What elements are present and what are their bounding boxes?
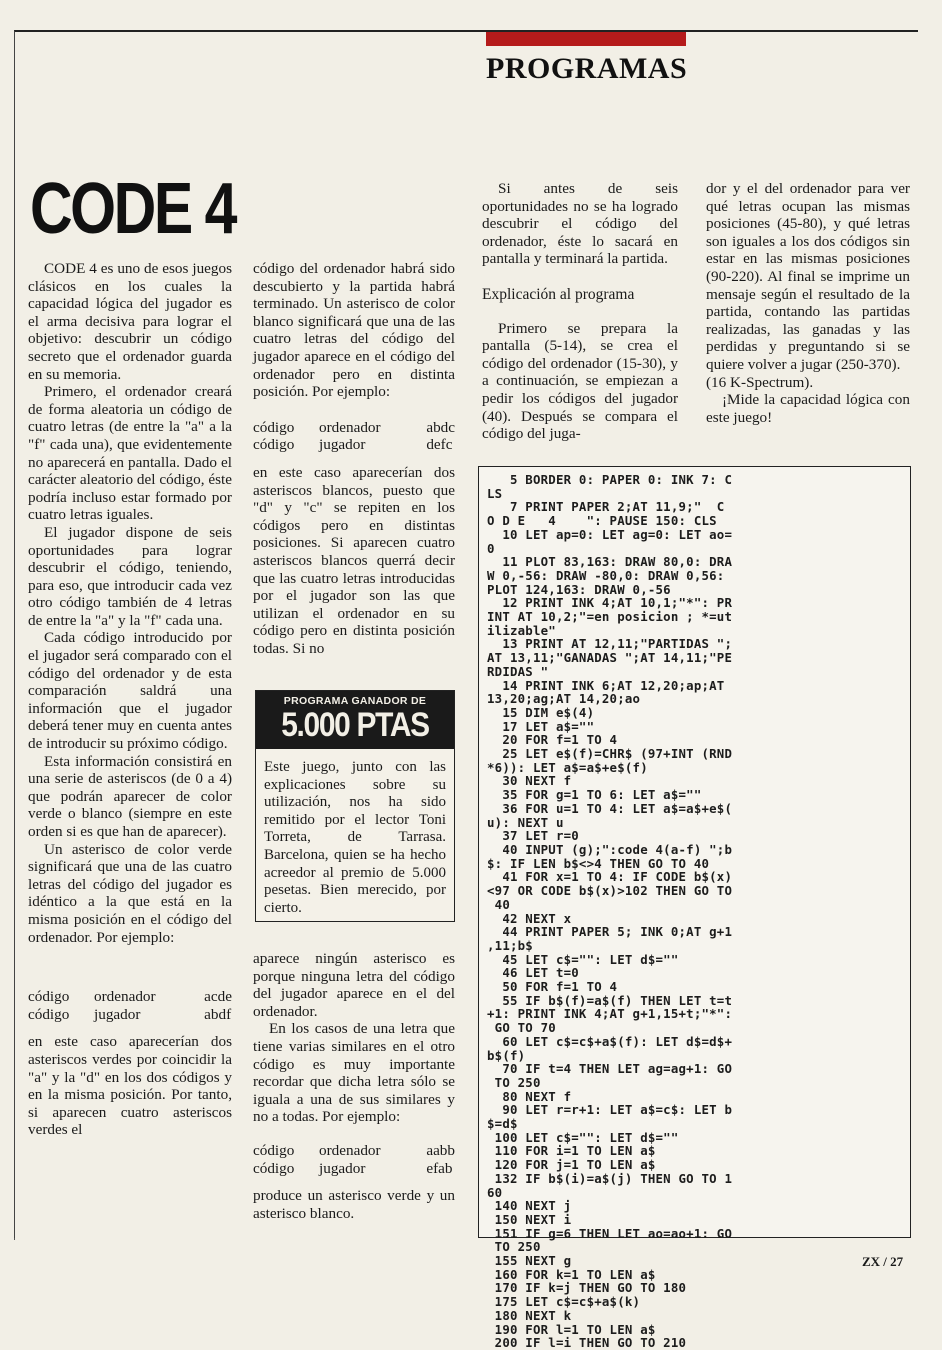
paragraph: Primero se prepara la pantalla (5-14), se crea el código del ordenador (15-30), y a continuación, se empiezan a pedir los códigos del jugador (40). Después se compara el código del juga- bbox=[482, 319, 678, 443]
listing-line: 55 IF b$(f)=a$(f) THEN LET t=t bbox=[487, 992, 733, 1008]
listing-line: 10 LET ap=0: LET ag=0: LET ao= bbox=[487, 526, 733, 542]
listing-line: 12 PRINT INK 4;AT 10,1;"*": PR bbox=[487, 595, 733, 611]
listing-line: TO 250 bbox=[487, 1239, 541, 1255]
example-cell: abdf bbox=[204, 1005, 232, 1023]
article-title: CODE 4 bbox=[30, 169, 236, 249]
listing-line: +1: PRINT INK 4;AT g+1,15+t;"*": bbox=[487, 1006, 733, 1022]
paragraph: En los casos de una letra que tiene varias similares en el otro código es muy importante recordar que dicha letra sólo se iguala a una de sus similares y no a todas. Por ejemplo: bbox=[253, 1020, 455, 1126]
listing-line: ,11;b$ bbox=[487, 937, 533, 954]
example-cell: abdc bbox=[426, 418, 455, 436]
example-cell: código bbox=[253, 436, 295, 454]
paragraph: Si antes de seis oportunidades no se ha logrado descubrir el código del ordenador, éste lo sacará en pantalla y terminará la partida. bbox=[482, 180, 678, 268]
paragraph: Cada código introducido por el jugador será comparado con el código del ordenador y de esta comparación saldrá una información que el jugador deberá tener muy en cuenta antes de introducir su próximo código. bbox=[28, 629, 232, 753]
listing-line: TO 250 bbox=[487, 1074, 541, 1091]
listing-line: 155 NEXT g bbox=[487, 1252, 572, 1269]
listing-line: 200 IF l=i THEN GO TO 210 bbox=[487, 1335, 687, 1350]
listing-line: 151 IF g=6 THEN LET ao=ao+1: GO bbox=[487, 1225, 733, 1241]
listing-line: 60 bbox=[487, 1184, 503, 1200]
listing-line: $: IF LEN b$<>4 THEN GO TO 40 bbox=[487, 855, 710, 871]
listing-line: 14 PRINT INK 6;AT 12,20;ap;AT bbox=[487, 677, 725, 693]
prize-label: PROGRAMA GANADOR DE bbox=[283, 695, 427, 707]
subheading: Explicación al programa bbox=[482, 285, 635, 303]
listing-line: 160 FOR k=1 TO LEN a$ bbox=[487, 1266, 656, 1282]
listing-line: 70 IF t=4 THEN LET ag=ag+1: GO bbox=[487, 1061, 733, 1077]
example-cell: defc bbox=[426, 436, 453, 454]
listing-line: 45 LET c$="": LET d$="" bbox=[487, 951, 679, 967]
example-cell: ordenador bbox=[319, 418, 381, 436]
listing-line: $=d$ bbox=[487, 1115, 518, 1132]
article-column-2 bbox=[253, 260, 455, 657]
listing-line: *6)): LET a$=a$+e$(f) bbox=[487, 759, 648, 775]
listing-line: 100 LET c$="": LET d$="" bbox=[487, 1129, 679, 1145]
prize-header bbox=[256, 691, 454, 749]
listing-line: 170 IF k=j THEN GO TO 180 bbox=[487, 1280, 687, 1296]
example-cell: jugador bbox=[319, 436, 366, 454]
listing-line: LS bbox=[487, 485, 503, 501]
paragraph: dor y el del ordenador para ver qué letras ocupan las mismas posiciones (45-80), y qué letras son iguales a los dos códigos sin estar en las mismas posiciones (90-220). Al final se imprime un mensaje según el resultado de la partida, contando las partidas realizadas, las ganadas y las perdidas y preguntando si se quiere volver a jugar (250-370). bbox=[706, 180, 910, 373]
listing-line: 15 DIM e$(4) bbox=[487, 704, 595, 721]
listing-line: 150 NEXT i bbox=[487, 1211, 572, 1228]
example-cell: código bbox=[28, 1005, 70, 1023]
listing-line: 110 FOR i=1 TO LEN a$ bbox=[487, 1143, 656, 1159]
paragraph: produce un asterisco verde y un asterisco blanco. bbox=[253, 1187, 455, 1222]
listing-line: 60 LET c$=c$+a$(f): LET d$=d$+ bbox=[487, 1033, 733, 1049]
paragraph: Primero, el ordenador creará de forma aleatoria un código de cuatro letras (de entre la "a" a la "f" cada una), que evidentemente no aparecerá en pantalla. Dado el carácter aleatorio del código, éste podría incluso estar formado por cuatro letras iguales. bbox=[28, 383, 232, 524]
listing-line: 80 NEXT f bbox=[487, 1088, 572, 1104]
listing-line: 17 LET a$="" bbox=[487, 718, 595, 734]
example-cell: código bbox=[253, 418, 295, 436]
listing-line: 50 FOR f=1 TO 4 bbox=[487, 978, 618, 995]
article-column-4 bbox=[706, 180, 910, 426]
page-folio: ZX / 27 bbox=[862, 1254, 904, 1269]
listing-line: PLOT 124,163: DRAW 0,-56 bbox=[487, 581, 671, 597]
listing-line: 20 FOR f=1 TO 4 bbox=[487, 732, 618, 748]
listing-line: 44 PRINT PAPER 5; INK 0;AT g+1 bbox=[487, 924, 733, 940]
listing-line: O D E 4 ": PAUSE 150: CLS bbox=[487, 512, 717, 529]
prize-amount: 5.000 PTAS bbox=[281, 706, 429, 744]
article-column-3 bbox=[482, 180, 678, 443]
listing-line: 46 LET t=0 bbox=[487, 965, 579, 981]
listing-line: 140 NEXT j bbox=[487, 1198, 572, 1214]
prize-text: Este juego, junto con las explicaciones sobre su utilización, nos ha sido remitido por el lector Toni Torreta, de Tarrasa. Barcelona, quien se ha hecho acreedor al premio de 5.000 pesetas. Bien merecido, por cierto. bbox=[264, 759, 446, 916]
section-color-bar bbox=[486, 32, 686, 46]
example-cell: efab bbox=[426, 1159, 453, 1177]
listing-line: 36 FOR u=1 TO 4: LET a$=a$+e$( bbox=[487, 800, 733, 817]
listing-line: b$(f) bbox=[487, 1047, 526, 1063]
example-cell: acde bbox=[204, 988, 232, 1006]
listing-line: u): NEXT u bbox=[487, 814, 564, 830]
listing-line: AT 13,11;"GANADAS ";AT 14,11;"PE bbox=[487, 649, 733, 666]
listing-line: 180 NEXT k bbox=[487, 1307, 572, 1324]
listing-line: 42 NEXT x bbox=[487, 910, 572, 926]
listing-line: ilizable" bbox=[487, 622, 556, 638]
listing-line: <97 OR CODE b$(x)>102 THEN GO TO bbox=[487, 882, 733, 899]
example-cell: código bbox=[253, 1141, 295, 1159]
paragraph: El jugador dispone de seis oportunidades para lograr descubrir el código, teniendo, para eso, que introducir cada vez otro código también de 4 letras de entre la "a" y la "f" cada una. bbox=[28, 523, 232, 629]
example-cell: jugador bbox=[319, 1159, 366, 1177]
listing-line: 7 PRINT PAPER 2;AT 11,9;" C bbox=[487, 499, 725, 515]
paragraph: Esta información consistirá en una serie de asteriscos (de 0 a 4) que podrán aparecer de color verde o blanco (siempre en este orden si es que han de aparecer). bbox=[28, 752, 232, 840]
section-title: PROGRAMAS bbox=[486, 52, 688, 85]
listing-line: 13 PRINT AT 12,11;"PARTIDAS "; bbox=[487, 636, 733, 652]
listing-line: 37 LET r=0 bbox=[487, 828, 579, 844]
listing-line: 13,20;ag;AT 14,20;ao bbox=[487, 691, 641, 707]
listing-line: W 0,-56: DRAW -80,0: DRAW 0,56: bbox=[487, 567, 725, 584]
example-cell: jugador bbox=[94, 1005, 141, 1023]
example-cell: ordenador bbox=[319, 1141, 381, 1159]
listing-line: 40 INPUT (g);":code 4(a-f) ";b bbox=[487, 841, 733, 858]
listing-line: GO TO 70 bbox=[487, 1019, 556, 1036]
listing-line: 25 LET e$(f)=CHR$ (97+INT (RND bbox=[487, 745, 733, 762]
article-column-2-lower bbox=[253, 950, 455, 1222]
example-table-1 bbox=[28, 988, 232, 1023]
example-cell: código bbox=[28, 988, 70, 1006]
paragraph: Un asterisco de color verde significará que una de las cuatro letras del código del jugador es idéntico a la que está en la misma posición en el código del ordenador. Por ejemplo: bbox=[28, 840, 232, 946]
paragraph: en este caso aparecerían dos asteriscos blancos, puesto que "d" y "c" se repiten en los códigos pero en distintas posiciones. Si aparecen cuatro asteriscos blancos querrá decir que las cuatro letras introducidas por el jugador son las que utilizan el ordenador en su código pero en distinta posición todas. Si no bbox=[253, 463, 455, 657]
paragraph: en este caso aparecerían dos asteriscos verdes por coincidir la "a" y la "d" en los dos códigos y en la misma posición. Por tanto, si aparecen cuatro asteriscos verdes el bbox=[28, 1033, 232, 1139]
listing-line: INT AT 10,2;"=en posicion ; *=ut bbox=[487, 608, 733, 625]
listing-line: RDIDAS " bbox=[487, 663, 549, 679]
example-cell: ordenador bbox=[94, 988, 156, 1006]
listing-line: 40 bbox=[487, 896, 510, 912]
example-table-3 bbox=[253, 1142, 455, 1177]
listing-line: 175 LET c$=c$+a$(k) bbox=[487, 1294, 641, 1310]
listing-line: 30 NEXT f bbox=[487, 773, 572, 789]
article-column-1 bbox=[28, 260, 232, 1139]
example-cell: código bbox=[253, 1159, 295, 1177]
listing-line: 190 FOR l=1 TO LEN a$ bbox=[487, 1321, 656, 1337]
listing-line: 0 bbox=[487, 540, 495, 556]
paragraph: ¡Mide la capacidad lógica con este juego! bbox=[706, 391, 910, 426]
example-table-2 bbox=[253, 419, 455, 454]
listing-line: 132 IF b$(i)=a$(j) THEN GO TO 1 bbox=[487, 1170, 733, 1187]
listing-line: 90 LET r=r+1: LET a$=c$: LET b bbox=[487, 1102, 733, 1118]
paragraph: aparece ningún asterisco es porque ninguna letra del código del jugador aparece en el del ordenador. bbox=[253, 950, 455, 1020]
example-cell: aabb bbox=[426, 1141, 455, 1159]
listing-line: 41 FOR x=1 TO 4: IF CODE b$(x) bbox=[487, 869, 733, 885]
listing-line: 35 FOR g=1 TO 6: LET a$="" bbox=[487, 787, 702, 803]
paragraph: código del ordenador habrá sido descubierto y la partida habrá terminado. Un asterisco de color blanco significará que una de las cuatro letras del código del jugador aparece en el código del ordenador pero en distinta posición. Por ejemplo: bbox=[253, 260, 455, 401]
listing-line: 11 PLOT 83,163: DRAW 80,0: DRA bbox=[487, 554, 733, 570]
prize-box bbox=[255, 690, 455, 922]
listing-line: 120 FOR j=1 TO LEN a$ bbox=[487, 1156, 656, 1173]
listing-line: 5 BORDER 0: PAPER 0: INK 7: C bbox=[487, 471, 733, 488]
paragraph: (16 K-Spectrum). bbox=[706, 373, 814, 391]
paragraph: CODE 4 es uno de esos juegos clásicos en los cuales la capacidad lógica del jugador es el arma decisiva para lograr el objetivo: descubrir un código secreto que el ordenador guarda en su memoria. bbox=[28, 260, 232, 383]
